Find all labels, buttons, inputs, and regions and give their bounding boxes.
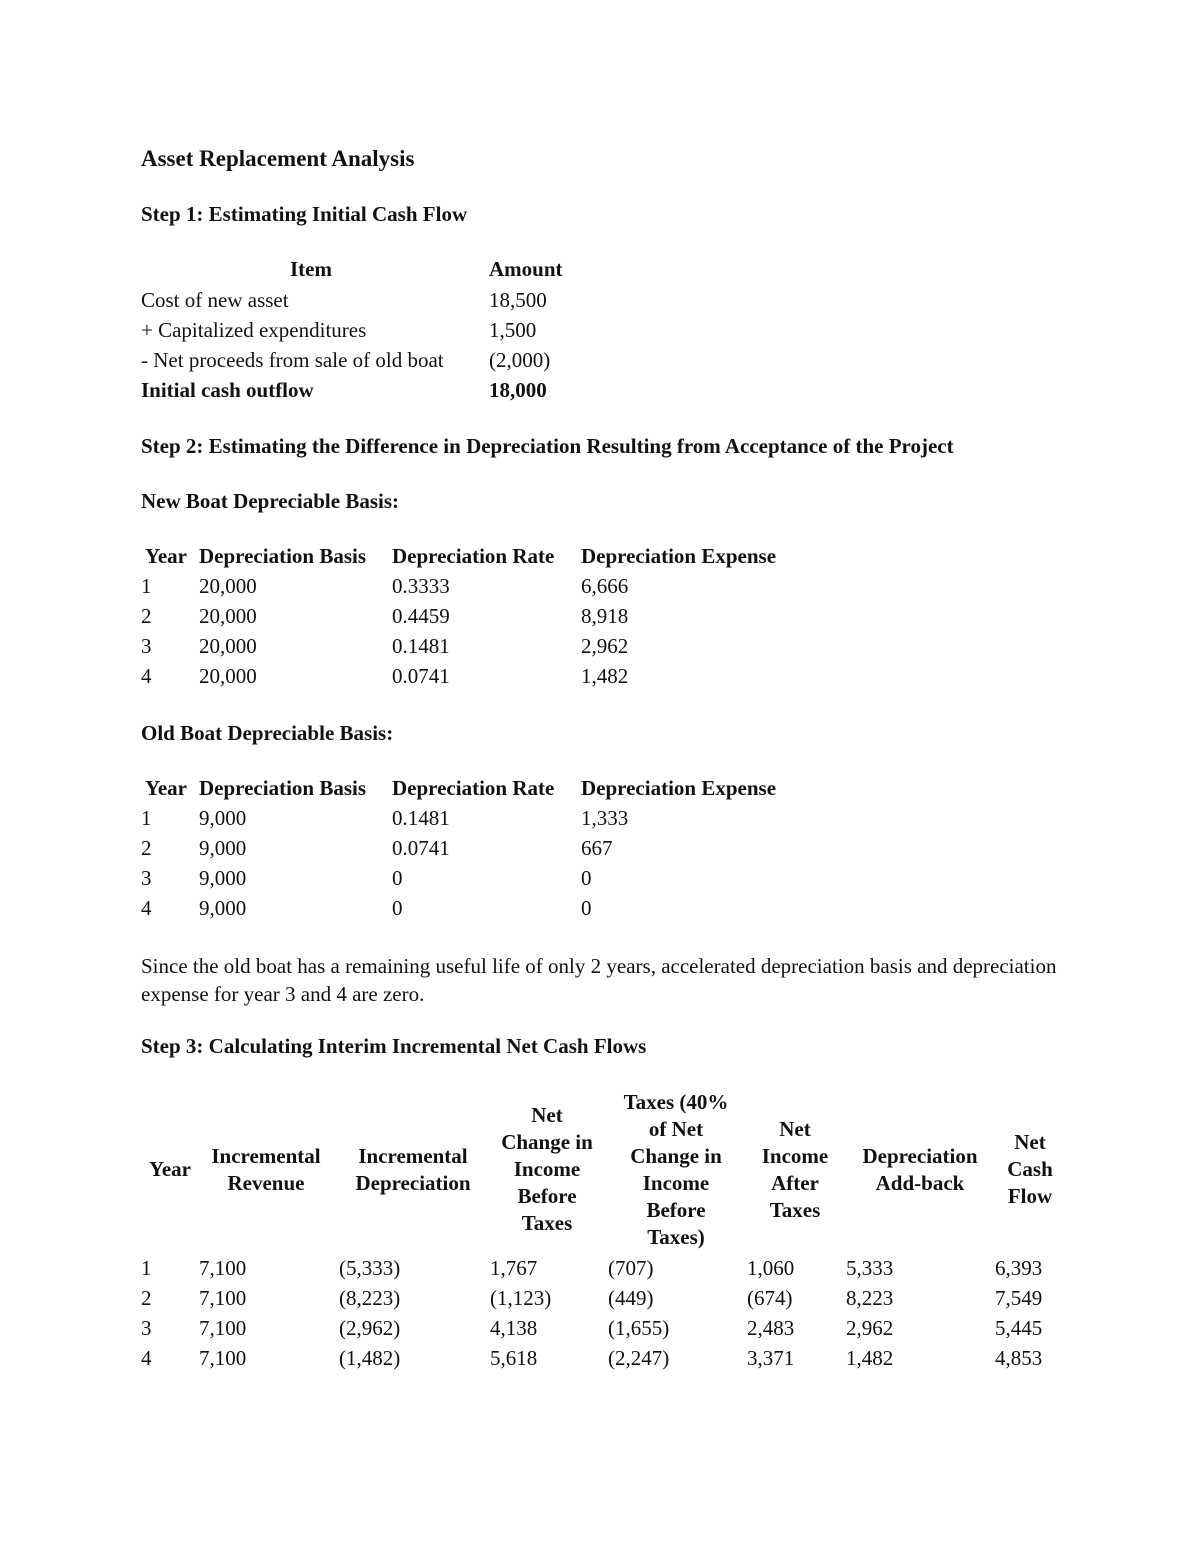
cashflow-cell-net-cash-flow: 6,393 xyxy=(995,1256,1043,1280)
old-boat-header-rate: Depreciation Rate xyxy=(392,776,555,800)
step1-header-item: Item xyxy=(290,257,332,281)
cashflow-cell-income-before-taxes: 4,138 xyxy=(490,1316,538,1340)
cashflow-cell-addback: 8,223 xyxy=(846,1286,894,1310)
new-boat-cell-expense: 6,666 xyxy=(581,574,629,598)
cashflow-cell-income-before-taxes: 5,618 xyxy=(490,1346,538,1370)
old-boat-cell-rate: 0.0741 xyxy=(392,836,450,860)
col-header-depreciation-addback: Depreciation Add-back xyxy=(862,1144,978,1195)
new-boat-cell-rate: 0.1481 xyxy=(392,634,450,658)
old-boat-cell-expense: 0 xyxy=(581,896,592,920)
cashflow-cell-net-cash-flow: 5,445 xyxy=(995,1316,1043,1340)
new-boat-cell-expense: 1,482 xyxy=(581,664,629,688)
cashflow-cell-addback: 1,482 xyxy=(846,1346,894,1370)
old-boat-note: Since the old boat has a remaining useful life of only 2 years, accelerated depreciation basis and depreciation expense for year 3 and 4 are zero. xyxy=(141,954,1057,1006)
old-boat-cell-expense: 667 xyxy=(581,836,613,860)
cashflow-cell-income-before-taxes: (1,123) xyxy=(490,1286,552,1310)
cashflow-cell-revenue: 7,100 xyxy=(199,1286,247,1310)
new-boat-cell-year: 2 xyxy=(141,604,152,628)
step1-header-amount: Amount xyxy=(489,257,563,281)
cashflow-cell-year: 1 xyxy=(141,1256,152,1280)
cashflow-cell-depreciation: (8,223) xyxy=(339,1286,401,1310)
step1-total-item: Initial cash outflow xyxy=(141,378,314,402)
col-header-year: Year xyxy=(149,1157,191,1181)
old-boat-cell-expense: 1,333 xyxy=(581,806,629,830)
col-header-net-change-income: Net Change in Income Before Taxes xyxy=(501,1103,593,1235)
cashflow-cell-addback: 2,962 xyxy=(846,1316,894,1340)
cashflow-cell-net-income: 2,483 xyxy=(747,1316,795,1340)
new-boat-cell-basis: 20,000 xyxy=(199,664,257,688)
step1-row-amount: (2,000) xyxy=(489,348,551,372)
step1-total-amount: 18,000 xyxy=(489,378,547,402)
new-boat-cell-expense: 2,962 xyxy=(581,634,629,658)
cashflow-cell-net-cash-flow: 4,853 xyxy=(995,1346,1043,1370)
old-boat-heading: Old Boat Depreciable Basis: xyxy=(141,721,394,745)
new-boat-heading: New Boat Depreciable Basis: xyxy=(141,489,399,513)
cashflow-cell-year: 4 xyxy=(141,1346,152,1370)
cashflow-cell-income-before-taxes: 1,767 xyxy=(490,1256,538,1280)
new-boat-cell-year: 3 xyxy=(141,634,152,658)
cashflow-cell-revenue: 7,100 xyxy=(199,1346,247,1370)
new-boat-header-expense: Depreciation Expense xyxy=(581,544,777,568)
old-boat-cell-rate: 0.1481 xyxy=(392,806,450,830)
page-title: Asset Replacement Analysis xyxy=(141,146,415,171)
new-boat-cell-rate: 0.3333 xyxy=(392,574,450,598)
cashflow-cell-addback: 5,333 xyxy=(846,1256,894,1280)
step1-row-item: Cost of new asset xyxy=(141,288,289,312)
cashflow-cell-revenue: 7,100 xyxy=(199,1256,247,1280)
col-header-net-cash-flow: Net Cash Flow xyxy=(1007,1130,1053,1208)
col-header-incremental-revenue: Incremental Revenue xyxy=(211,1144,321,1195)
new-boat-cell-rate: 0.0741 xyxy=(392,664,450,688)
cashflow-cell-year: 2 xyxy=(141,1286,152,1310)
old-boat-cell-basis: 9,000 xyxy=(199,806,247,830)
new-boat-cell-basis: 20,000 xyxy=(199,574,257,598)
new-boat-cell-year: 1 xyxy=(141,574,152,598)
cashflow-cell-year: 3 xyxy=(141,1316,152,1340)
cashflow-cell-net-income: (674) xyxy=(747,1286,793,1310)
cashflow-cell-taxes: (449) xyxy=(608,1286,654,1310)
old-boat-cell-rate: 0 xyxy=(392,896,403,920)
cashflow-cell-net-income: 3,371 xyxy=(747,1346,795,1370)
new-boat-cell-basis: 20,000 xyxy=(199,604,257,628)
new-boat-cell-expense: 8,918 xyxy=(581,604,629,628)
cashflow-cell-depreciation: (2,962) xyxy=(339,1316,401,1340)
old-boat-cell-basis: 9,000 xyxy=(199,836,247,860)
old-boat-cell-year: 1 xyxy=(141,806,152,830)
old-boat-cell-rate: 0 xyxy=(392,866,403,890)
step1-row-amount: 18,500 xyxy=(489,288,547,312)
step1-row-item: + Capitalized expenditures xyxy=(141,318,367,342)
col-header-taxes: Taxes (40% of Net Change in Income Before Taxes) xyxy=(623,1090,729,1249)
cashflow-cell-taxes: (2,247) xyxy=(608,1346,670,1370)
cashflow-cell-taxes: (707) xyxy=(608,1256,654,1280)
step1-row-amount: 1,500 xyxy=(489,318,537,342)
cashflow-cell-net-income: 1,060 xyxy=(747,1256,795,1280)
cashflow-cell-taxes: (1,655) xyxy=(608,1316,670,1340)
step2-heading: Step 2: Estimating the Difference in Depreciation Resulting from Acceptance of the Project xyxy=(141,434,954,458)
old-boat-header-basis: Depreciation Basis xyxy=(199,776,367,800)
old-boat-header-year: Year xyxy=(145,776,187,800)
old-boat-cell-expense: 0 xyxy=(581,866,592,890)
old-boat-cell-basis: 9,000 xyxy=(199,866,247,890)
new-boat-cell-basis: 20,000 xyxy=(199,634,257,658)
new-boat-cell-rate: 0.4459 xyxy=(392,604,450,628)
col-header-net-income-after-taxes: Net Income After Taxes xyxy=(761,1117,829,1222)
old-boat-header-expense: Depreciation Expense xyxy=(581,776,777,800)
old-boat-cell-year: 2 xyxy=(141,836,152,860)
old-boat-cell-basis: 9,000 xyxy=(199,896,247,920)
cashflow-cell-depreciation: (1,482) xyxy=(339,1346,401,1370)
new-boat-cell-year: 4 xyxy=(141,664,152,688)
step1-heading: Step 1: Estimating Initial Cash Flow xyxy=(141,202,468,226)
new-boat-header-rate: Depreciation Rate xyxy=(392,544,555,568)
cashflow-cell-revenue: 7,100 xyxy=(199,1316,247,1340)
cashflow-cell-depreciation: (5,333) xyxy=(339,1256,401,1280)
new-boat-header-basis: Depreciation Basis xyxy=(199,544,367,568)
old-boat-cell-year: 4 xyxy=(141,896,152,920)
col-header-incremental-depreciation: Incremental Depreciation xyxy=(355,1144,471,1195)
step3-heading: Step 3: Calculating Interim Incremental Net Cash Flows xyxy=(141,1034,647,1058)
step1-row-item: - Net proceeds from sale of old boat xyxy=(141,348,444,372)
old-boat-cell-year: 3 xyxy=(141,866,152,890)
new-boat-header-year: Year xyxy=(145,544,187,568)
cashflow-cell-net-cash-flow: 7,549 xyxy=(995,1286,1043,1310)
